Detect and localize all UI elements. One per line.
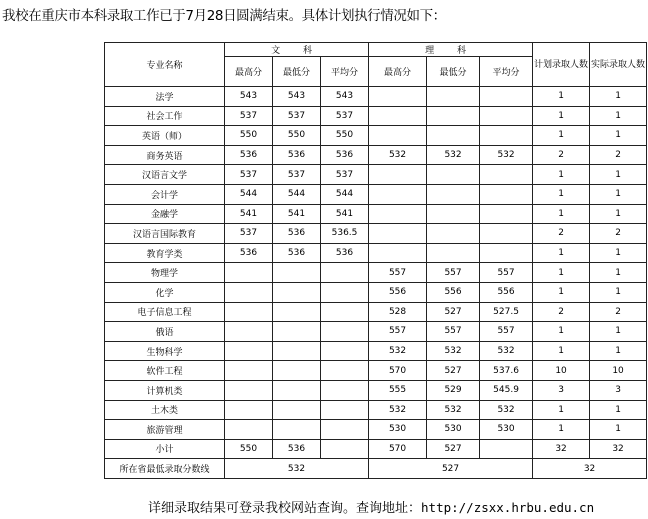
plan-cell: 1	[533, 106, 590, 126]
major-cell: 英语（师）	[105, 126, 225, 146]
li-max-cell: 532	[369, 145, 427, 165]
wen-min-cell	[273, 302, 321, 322]
wen-max-cell	[225, 282, 273, 302]
header-wen-max: 最高分	[225, 57, 273, 87]
wen-max-cell: 550	[225, 126, 273, 146]
li-min-cell	[427, 243, 480, 263]
table-row	[105, 263, 647, 283]
wen-min-cell: 541	[273, 204, 321, 224]
major-cell: 俄语	[105, 322, 225, 342]
footer-url[interactable]: http://zsxx.hrbu.edu.cn	[421, 500, 595, 515]
major-cell: 商务英语	[105, 145, 225, 165]
li-min-cell: 557	[427, 322, 480, 342]
major-cell: 生物科学	[105, 341, 225, 361]
actual-cell: 1	[590, 204, 647, 224]
li-max-cell: 557	[369, 263, 427, 283]
wen-avg-cell: 536	[321, 145, 369, 165]
wen-avg-cell	[321, 380, 369, 400]
plan-cell: 1	[533, 322, 590, 342]
wen-avg-cell	[321, 263, 369, 283]
plan-cell: 10	[533, 361, 590, 381]
li-avg-cell: 532	[480, 145, 533, 165]
li-min-cell: 527	[427, 439, 480, 459]
wen-avg-cell: 541	[321, 204, 369, 224]
table-row	[105, 224, 647, 244]
table-row	[105, 380, 647, 400]
wen-max-cell: 537	[225, 165, 273, 185]
wen-min-cell: 536	[273, 145, 321, 165]
wen-avg-cell	[321, 302, 369, 322]
header-actual: 实际录取人数	[590, 43, 647, 87]
plan-cell: 2	[533, 302, 590, 322]
plan-cell: 1	[533, 282, 590, 302]
li-max-cell	[369, 106, 427, 126]
major-cell: 法学	[105, 87, 225, 107]
table-row	[105, 204, 647, 224]
major-cell: 汉语言国际教育	[105, 224, 225, 244]
major-cell: 土木类	[105, 400, 225, 420]
actual-cell: 1	[590, 322, 647, 342]
plan-cell: 1	[533, 184, 590, 204]
li-max-cell: 532	[369, 400, 427, 420]
header-plan: 计划录取人数	[533, 43, 590, 87]
plan-cell: 1	[533, 400, 590, 420]
li-max-cell	[369, 204, 427, 224]
wen-min-cell: 544	[273, 184, 321, 204]
table-row	[105, 126, 647, 146]
wen-min-cell: 543	[273, 87, 321, 107]
wen-avg-cell	[321, 400, 369, 420]
li-avg-cell: 527.5	[480, 302, 533, 322]
wen-max-cell: 537	[225, 106, 273, 126]
actual-cell: 1	[590, 341, 647, 361]
table-header	[105, 43, 647, 87]
header-wen-avg: 平均分	[321, 57, 369, 87]
wen-max-cell: 536	[225, 145, 273, 165]
actual-cell: 1	[590, 420, 647, 440]
footer	[148, 497, 594, 516]
wen-avg-cell	[321, 322, 369, 342]
li-max-cell	[369, 165, 427, 185]
actual-cell: 1	[590, 282, 647, 302]
li-min-cell: 557	[427, 263, 480, 283]
major-cell: 旅游管理	[105, 420, 225, 440]
header-li: 理 科	[369, 43, 533, 57]
major-cell: 物理学	[105, 263, 225, 283]
li-min-cell	[427, 87, 480, 107]
li-min-cell: 532	[427, 145, 480, 165]
li-max-cell	[369, 224, 427, 244]
major-cell: 教育学类	[105, 243, 225, 263]
header-li-max: 最高分	[369, 57, 427, 87]
actual-cell: 3	[590, 380, 647, 400]
wen-avg-cell	[321, 420, 369, 440]
li-max-cell	[369, 243, 427, 263]
li-max-cell: 570	[369, 361, 427, 381]
li-max-cell: 530	[369, 420, 427, 440]
li-avg-cell	[480, 204, 533, 224]
wen-max-cell: 536	[225, 243, 273, 263]
li-avg-cell: 532	[480, 341, 533, 361]
li-avg-cell: 556	[480, 282, 533, 302]
li-avg-cell	[480, 224, 533, 244]
wen-avg-cell	[321, 439, 369, 459]
table-row	[105, 282, 647, 302]
li-max-cell: 557	[369, 322, 427, 342]
li-min-cell: 530	[427, 420, 480, 440]
li-min-cell: 556	[427, 282, 480, 302]
table-row	[105, 341, 647, 361]
table-row	[105, 87, 647, 107]
li-min-cell: 532	[427, 400, 480, 420]
actual-cell: 1	[590, 106, 647, 126]
plan-cell: 1	[533, 263, 590, 283]
major-cell: 计算机类	[105, 380, 225, 400]
wen-min-cell	[273, 341, 321, 361]
li-min-cell: 529	[427, 380, 480, 400]
footer-text: 详细录取结果可登录我校网站查询。查询地址：	[148, 501, 422, 516]
wen-max-cell	[225, 420, 273, 440]
li-min-cell	[427, 184, 480, 204]
li-min-cell	[427, 106, 480, 126]
header-li-min: 最低分	[427, 57, 480, 87]
major-cell: 小计	[105, 439, 225, 459]
actual-cell: 1	[590, 263, 647, 283]
li-max-cell	[369, 126, 427, 146]
major-cell: 化学	[105, 282, 225, 302]
actual-cell: 1	[590, 87, 647, 107]
wen-max-cell	[225, 322, 273, 342]
li-min-cell	[427, 165, 480, 185]
wen-min-cell: 536	[273, 439, 321, 459]
table-row	[105, 302, 647, 322]
major-cell: 软件工程	[105, 361, 225, 381]
table-row	[105, 420, 647, 440]
major-cell: 社会工作	[105, 106, 225, 126]
li-avg-cell	[480, 243, 533, 263]
wen-min-cell	[273, 322, 321, 342]
wen-max-cell	[225, 263, 273, 283]
wen-min-cell	[273, 380, 321, 400]
actual-cell: 1	[590, 400, 647, 420]
major-cell: 会计学	[105, 184, 225, 204]
wen-max-cell	[225, 341, 273, 361]
table-row	[105, 165, 647, 185]
table-row-provincial-line	[105, 459, 647, 479]
plan-cell: 1	[533, 243, 590, 263]
plan-cell: 1	[533, 87, 590, 107]
li-max-cell	[369, 184, 427, 204]
wen-min-cell	[273, 282, 321, 302]
wen-avg-cell	[321, 282, 369, 302]
major-cell: 电子信息工程	[105, 302, 225, 322]
li-max-cell: 555	[369, 380, 427, 400]
li-min-cell	[427, 126, 480, 146]
table-row	[105, 145, 647, 165]
wen-min-cell: 550	[273, 126, 321, 146]
li-avg-cell: 530	[480, 420, 533, 440]
wen-min-cell	[273, 263, 321, 283]
wen-max-cell	[225, 400, 273, 420]
li-avg-cell: 557	[480, 263, 533, 283]
li-avg-cell	[480, 165, 533, 185]
wen-max-cell: 537	[225, 224, 273, 244]
table-row	[105, 106, 647, 126]
wen-avg-cell: 537	[321, 165, 369, 185]
li-min-cell: 527	[427, 361, 480, 381]
table-row	[105, 439, 647, 459]
table-row	[105, 322, 647, 342]
wen-min-cell	[273, 400, 321, 420]
plan-cell: 32	[533, 439, 590, 459]
wen-min-cell: 536	[273, 224, 321, 244]
header-wen-min: 最低分	[273, 57, 321, 87]
li-min-cell: 532	[427, 341, 480, 361]
li-avg-cell	[480, 106, 533, 126]
plan-cell: 1	[533, 420, 590, 440]
actual-cell: 2	[590, 302, 647, 322]
wen-avg-cell: 536.5	[321, 224, 369, 244]
li-avg-cell: 545.9	[480, 380, 533, 400]
wen-min-cell: 537	[273, 106, 321, 126]
major-cell: 金融学	[105, 204, 225, 224]
li-avg-cell	[480, 126, 533, 146]
plan-cell: 2	[533, 145, 590, 165]
plan-cell: 2	[533, 224, 590, 244]
wen-max-cell: 544	[225, 184, 273, 204]
wen-max-cell: 550	[225, 439, 273, 459]
wen-max-cell: 541	[225, 204, 273, 224]
plan-cell: 1	[533, 204, 590, 224]
li-avg-cell	[480, 184, 533, 204]
table-row	[105, 184, 647, 204]
li-max-cell: 528	[369, 302, 427, 322]
wen-avg-cell	[321, 341, 369, 361]
li-avg-cell: 557	[480, 322, 533, 342]
li-max-cell: 532	[369, 341, 427, 361]
table-row	[105, 361, 647, 381]
table-row	[105, 400, 647, 420]
row-li-line: 527	[369, 459, 533, 479]
table-row	[105, 243, 647, 263]
li-min-cell	[427, 224, 480, 244]
wen-avg-cell	[321, 361, 369, 381]
wen-min-cell	[273, 420, 321, 440]
li-avg-cell	[480, 87, 533, 107]
actual-cell: 2	[590, 224, 647, 244]
plan-cell: 3	[533, 380, 590, 400]
plan-cell: 1	[533, 165, 590, 185]
actual-cell: 32	[590, 439, 647, 459]
wen-avg-cell: 536	[321, 243, 369, 263]
intro-text: 我校在重庆市本科录取工作已于7月28日圆满结束。具体计划执行情况如下：	[2, 8, 446, 24]
wen-avg-cell: 543	[321, 87, 369, 107]
plan-cell: 1	[533, 341, 590, 361]
header-major: 专业名称	[105, 43, 225, 87]
actual-cell: 10	[590, 361, 647, 381]
wen-avg-cell: 544	[321, 184, 369, 204]
li-max-cell	[369, 87, 427, 107]
wen-max-cell	[225, 380, 273, 400]
actual-cell: 1	[590, 184, 647, 204]
li-avg-cell: 537.6	[480, 361, 533, 381]
table-body	[105, 87, 647, 459]
row-label: 所在省最低录取分数线	[105, 459, 225, 479]
wen-max-cell	[225, 361, 273, 381]
wen-min-cell: 536	[273, 243, 321, 263]
wen-max-cell: 543	[225, 87, 273, 107]
li-max-cell: 570	[369, 439, 427, 459]
actual-cell: 1	[590, 165, 647, 185]
admission-table	[104, 42, 647, 479]
actual-cell: 2	[590, 145, 647, 165]
wen-max-cell	[225, 302, 273, 322]
actual-cell: 1	[590, 243, 647, 263]
li-max-cell: 556	[369, 282, 427, 302]
row-total: 32	[533, 459, 647, 479]
li-min-cell: 527	[427, 302, 480, 322]
wen-avg-cell: 537	[321, 106, 369, 126]
wen-min-cell: 537	[273, 165, 321, 185]
li-avg-cell	[480, 439, 533, 459]
li-avg-cell: 532	[480, 400, 533, 420]
row-wen-line: 532	[225, 459, 369, 479]
li-min-cell	[427, 204, 480, 224]
actual-cell: 1	[590, 126, 647, 146]
header-li-avg: 平均分	[480, 57, 533, 87]
major-cell: 汉语言文学	[105, 165, 225, 185]
header-wen: 文 科	[225, 43, 369, 57]
wen-avg-cell: 550	[321, 126, 369, 146]
wen-min-cell	[273, 361, 321, 381]
plan-cell: 1	[533, 126, 590, 146]
